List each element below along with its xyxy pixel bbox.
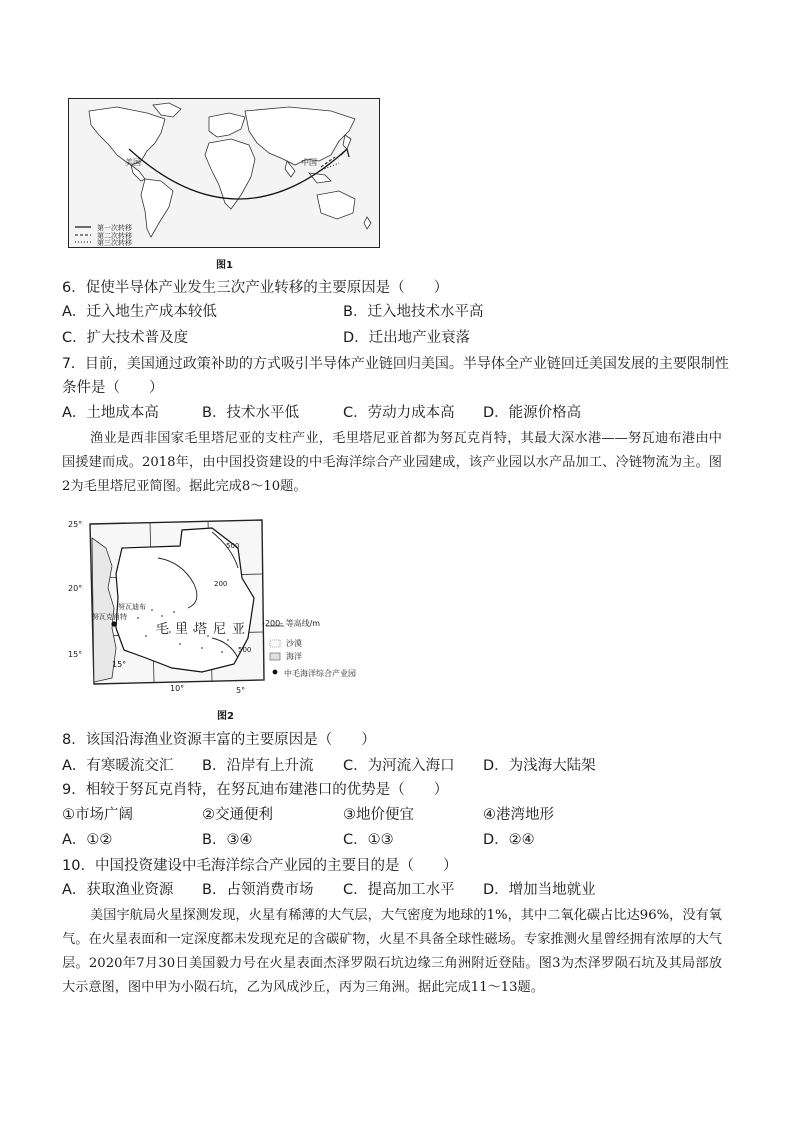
q6-option-a[interactable]: A．迁入地生产成本较低 [62, 304, 217, 320]
legend-contour: -200- 等高线/m [262, 619, 321, 628]
contour-label-2: 200 [214, 580, 228, 588]
lon-15: 15° [112, 660, 127, 669]
q9-item-1: ①市场广阔 [62, 807, 133, 823]
q9-stem: 9．相较于努瓦克肖特，在努瓦迪布建港口的优势是（ ） [62, 782, 449, 798]
legend-first-transfer: 第一次转移 [97, 224, 132, 232]
q9-item-2: ②交通便利 [202, 807, 273, 823]
q7-stem-line2: 条件是（ ） [62, 380, 164, 396]
q7-option-b[interactable]: B．技术水平低 [202, 405, 299, 421]
q9-option-b[interactable]: B．③④ [202, 832, 253, 848]
q7-option-c[interactable]: C．劳动力成本高 [343, 405, 455, 421]
q8-option-a[interactable]: A．有寒暖流交汇 [62, 758, 174, 774]
city-nouadhibou: 努瓦迪布 [118, 603, 146, 611]
q10-option-b[interactable]: B．占领消费市场 [202, 882, 314, 898]
q9-option-c[interactable]: C．①③ [343, 832, 394, 848]
lon-5: 5° [236, 686, 246, 695]
lon-10: 10° [170, 684, 185, 693]
passage-mauritania: 渔业是西非国家毛里塔尼亚的支柱产业，毛里塔尼亚首都为努瓦克肖特，其最大深水港——努瓦迪布港由中国援建而成。2018年，由中国投资建设的中毛海洋综合产业园建成，该产业园以水产品加工、冷链物流为主。图2为毛里塔尼亚简图。据此完成8～10题。 [62, 431, 722, 494]
q7-stem-line1: 7．目前，美国通过政策补助的方式吸引半导体产业链回归美国。半导体全产业链回迁美国发展的主要限制性 [62, 356, 729, 372]
legend-third-transfer: 第三次转移 [97, 239, 132, 247]
legend-second-transfer: 第二次转移 [97, 232, 132, 240]
label-china: 中国 [301, 158, 317, 167]
q7-option-a[interactable]: A．土地成本高 [62, 405, 159, 421]
contour-label-3: 500 [238, 646, 252, 654]
passage-mars: 美国宇航局火星探测发现，火星有稀薄的大气层，大气密度为地球的1%，其中二氧化碳占比达96%，没有氧气。在火星表面和一定深度都未发现充足的含碳矿物，火星不具备全球性磁场。专家推测火星曾经拥有浓厚的大气层。2020年7月30日美国毅力号在火星表面杰泽罗陨石坑边缘三角洲附近登陆。图3为杰泽罗陨石坑及其局部放大示意图，图中甲为小陨石坑，乙为风成沙丘，丙为三角洲。据此完成11～13题。 [62, 908, 722, 995]
lat-20: 20° [68, 584, 83, 593]
q7-option-d[interactable]: D．能源价格高 [483, 405, 582, 421]
figure2-mauritania-map [62, 518, 382, 700]
legend-desert: 沙漠 [286, 639, 302, 648]
lat-25: 25° [68, 520, 83, 529]
q8-option-d[interactable]: D．为浅海大陆架 [483, 758, 596, 774]
q9-item-4: ④港湾地形 [483, 807, 554, 823]
legend-park: 中毛海洋综合产业园 [284, 669, 356, 678]
q10-stem: 10．中国投资建设中毛海洋综合产业园的主要目的是（ ） [62, 858, 458, 874]
legend-ocean: 海洋 [286, 652, 302, 661]
q9-option-d[interactable]: D．②④ [483, 832, 535, 848]
contour-label-1: 500 [226, 542, 240, 550]
country-label: 毛里塔尼亚 [156, 622, 252, 637]
q6-option-b[interactable]: B．迁入地技术水平高 [343, 304, 484, 320]
label-usa: 美国 [125, 158, 141, 167]
q6-option-c[interactable]: C．扩大技术普及度 [62, 330, 189, 346]
q8-stem: 8．该国沿海渔业资源丰富的主要原因是（ ） [62, 732, 376, 748]
q6-stem: 6．促使半导体产业发生三次产业转移的主要原因是（ ） [62, 280, 449, 296]
q10-option-a[interactable]: A．获取渔业资源 [62, 882, 174, 898]
q8-option-b[interactable]: B．沿岸有上升流 [202, 758, 314, 774]
q6-option-d[interactable]: D．迁出地产业衰落 [343, 330, 471, 346]
figure1-world-map [68, 98, 380, 248]
q8-option-c[interactable]: C．为河流入海口 [343, 758, 455, 774]
q9-option-a[interactable]: A．①② [62, 832, 113, 848]
figure1-caption: 图1 [216, 260, 233, 271]
lat-15: 15° [68, 650, 83, 659]
city-nouakchott: 努瓦克肖特 [92, 613, 127, 621]
figure2-caption: 图2 [217, 711, 234, 722]
q10-option-d[interactable]: D．增加当地就业 [483, 882, 596, 898]
q10-option-c[interactable]: C．提高加工水平 [343, 882, 455, 898]
q9-item-3: ③地价便宜 [343, 807, 414, 823]
